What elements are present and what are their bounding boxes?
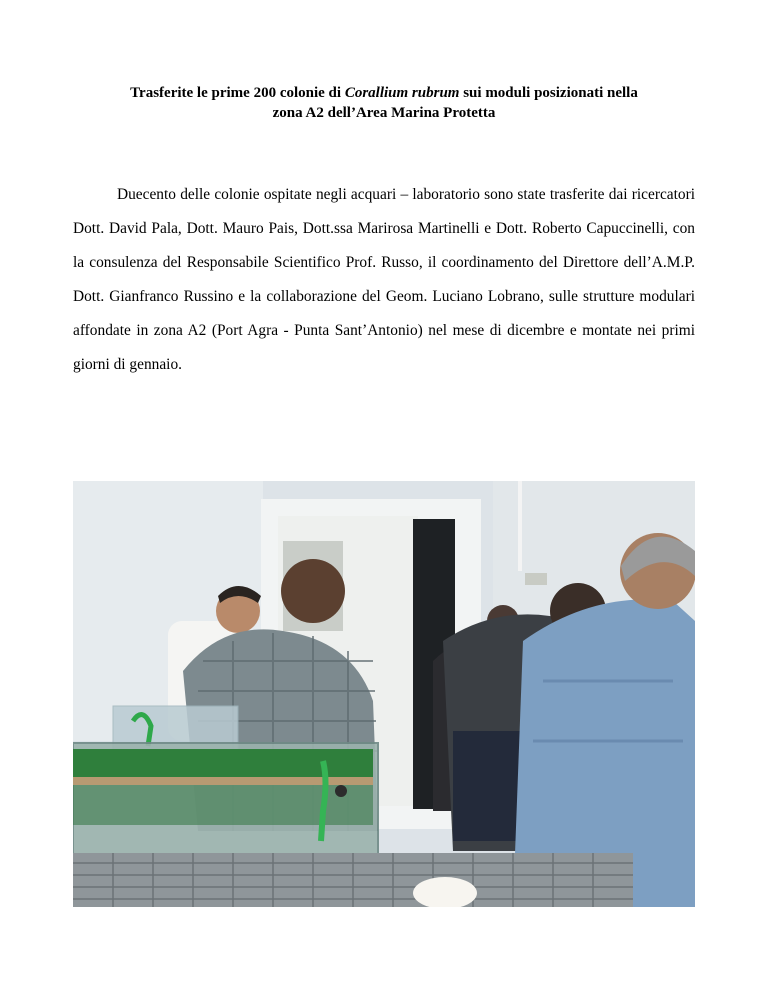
body-paragraph: Duecento delle colonie ospitate negli acquari – laboratorio sono state trasferite dai ricercatori Dott. David Pala, Dott. Mauro Pais, Dott.ssa Marirosa Martinelli e Dott. Roberto Capuccinelli, con la consulenza del Responsabile Scientifico Prof. Russo, il coordinamento del Direttore dell’A.M.P. Dott. Gianfranco Russino e la collaborazione del Geom. Luciano Lobrano, sulle strutture modulari affondate in zona A2 (Port Agra - Punta Sant’Antonio) nel mese di dicembre e montate nei primi giorni di gennaio. [73,186,695,373]
wall-switch [525,573,547,585]
photo-illustration [73,481,695,907]
title-text: Trasferite le prime 200 colonie di [130,85,345,101]
pump-fitting [335,785,347,797]
species-name: Corallium rubrum [344,85,460,101]
wall-conduit [518,481,522,571]
title-line-2: zona A2 dell’Area Marina Protetta [272,105,496,121]
title-text: sui moduli posizionati nella [459,85,638,101]
document-title [60,83,708,123]
person-head-back [281,559,345,623]
lab-photo [73,481,695,907]
title-line-1 [60,83,708,103]
body-text [73,178,695,382]
